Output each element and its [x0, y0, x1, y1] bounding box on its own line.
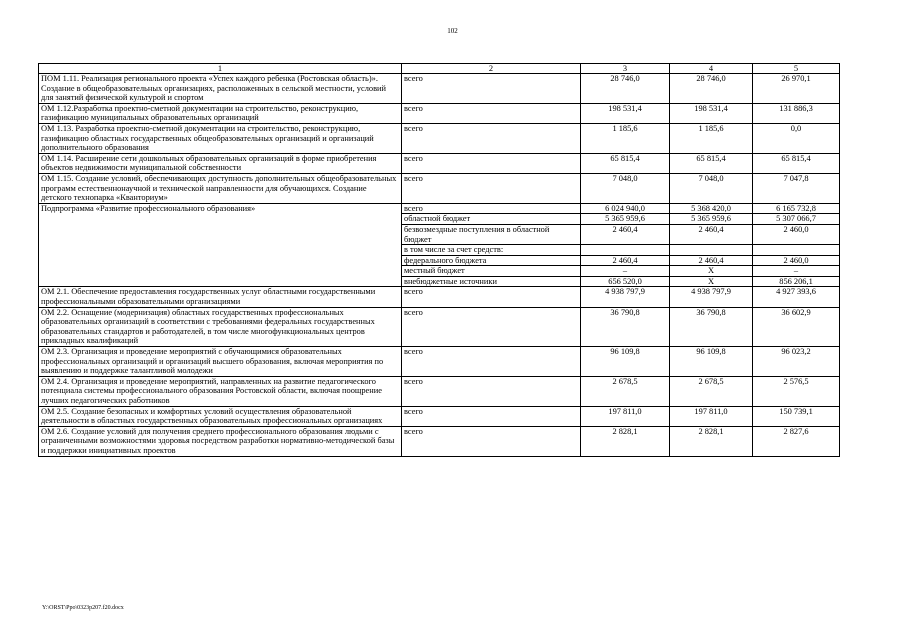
table-row: [39, 287, 840, 307]
row-value-4: 2 678,5: [670, 376, 753, 406]
row-name: ОМ 2.2. Оснащение (модернизация) областных государственных профессиональных образовательных организаций в соответствии с требованиями федеральных государственных образовательных стандартов и работодателей, в том числе многофункциональных центров прикладных квалификаций: [39, 307, 402, 346]
subprogram-value-3: 656 520,0: [581, 276, 670, 287]
budget-table: [38, 63, 840, 457]
row-source: всего: [402, 347, 581, 377]
col-header-1: 1: [39, 64, 402, 74]
subprogram-value-5: 5 307 066,7: [753, 214, 840, 225]
row-value-4: 96 109,8: [670, 347, 753, 377]
subprogram-value-4: 5 365 959,6: [670, 214, 753, 225]
subprogram-source: внебюджетные источники: [402, 276, 581, 287]
table-row: [39, 74, 840, 104]
row-value-3: 1 185,6: [581, 123, 670, 153]
subprogram-value-3: 2 460,4: [581, 255, 670, 266]
col-header-2: 2: [402, 64, 581, 74]
row-value-4: 198 531,4: [670, 103, 753, 123]
row-value-3: 36 790,8: [581, 307, 670, 346]
header-row: [39, 64, 840, 74]
row-value-3: 96 109,8: [581, 347, 670, 377]
subprogram-value-4: 2 460,4: [670, 224, 753, 244]
row-source: всего: [402, 307, 581, 346]
table-row: [39, 123, 840, 153]
row-name: ПОМ 1.11. Реализация регионального проекта «Успех каждого ребенка (Ростовская область)». Создание в общеобразовательных организациях, расположенных в сельской местности, условий для занятий физической культурой и спортом: [39, 74, 402, 104]
row-value-5: 150 739,1: [753, 406, 840, 426]
row-value-5: 7 047,8: [753, 173, 840, 203]
row-value-5: 2 576,5: [753, 376, 840, 406]
row-value-5: 65 815,4: [753, 153, 840, 173]
row-source: всего: [402, 173, 581, 203]
subprogram-value-5: 6 165 732,8: [753, 203, 840, 214]
subprogram-value-3: –: [581, 266, 670, 277]
row-value-3: 197 811,0: [581, 406, 670, 426]
row-value-3: 65 815,4: [581, 153, 670, 173]
subprogram-value-3: 2 460,4: [581, 224, 670, 244]
table-row: [39, 173, 840, 203]
subprogram-value-4: X: [670, 266, 753, 277]
row-value-3: 2 678,5: [581, 376, 670, 406]
file-path-footer: Y:\ORST\Ppo\0323p207.f20.docx: [42, 605, 124, 611]
row-source: всего: [402, 103, 581, 123]
subprogram-value-3: [581, 245, 670, 256]
row-name: ОМ 2.3. Организация и проведение мероприятий с обучающимися образовательных профессиональных организаций и организаций высшего образования, включая мероприятия по выявлению и поддержке талантливой молодежи: [39, 347, 402, 377]
row-value-4: 7 048,0: [670, 173, 753, 203]
row-source: всего: [402, 406, 581, 426]
table-row: [39, 376, 840, 406]
subprogram-value-4: 5 368 420,0: [670, 203, 753, 214]
subprogram-value-5: [753, 245, 840, 256]
col-header-3: 3: [581, 64, 670, 74]
row-name: ОМ 1.12.Разработка проектно-сметной документации на строительство, реконструкцию, газификацию муниципальных образовательных организаций: [39, 103, 402, 123]
subprogram-source: федерального бюджета: [402, 255, 581, 266]
subprogram-row: [39, 203, 840, 214]
row-value-3: 2 828,1: [581, 426, 670, 456]
row-name: ОМ 1.15. Создание условий, обеспечивающих доступность дополнительных общеобразовательных программ естественнонаучной и технической направленности для обучающихся. Создание детского технопарка «Кванториум»: [39, 173, 402, 203]
row-value-5: 4 927 393,6: [753, 287, 840, 307]
row-value-4: 36 790,8: [670, 307, 753, 346]
row-name: ОМ 2.5. Создание безопасных и комфортных условий осуществления образовательной деятельности в областных государственных образовательных профессиональных организациях: [39, 406, 402, 426]
row-value-4: 4 938 797,9: [670, 287, 753, 307]
subprogram-source: местный бюджет: [402, 266, 581, 277]
subprogram-source: всего: [402, 203, 581, 214]
row-value-4: 28 746,0: [670, 74, 753, 104]
table-row: [39, 406, 840, 426]
row-value-3: 4 938 797,9: [581, 287, 670, 307]
row-source: всего: [402, 287, 581, 307]
table-row: [39, 153, 840, 173]
row-source: всего: [402, 376, 581, 406]
row-value-4: 197 811,0: [670, 406, 753, 426]
subprogram-value-4: X: [670, 276, 753, 287]
row-source: всего: [402, 426, 581, 456]
table-row: [39, 307, 840, 346]
row-name: ОМ 2.1. Обеспечение предоставления государственных услуг областными государственными профессиональными образовательными организациями: [39, 287, 402, 307]
subprogram-value-4: [670, 245, 753, 256]
table-row: [39, 347, 840, 377]
subprogram-value-4: 2 460,4: [670, 255, 753, 266]
subprogram-source: областной бюджет: [402, 214, 581, 225]
row-source: всего: [402, 123, 581, 153]
row-value-3: 198 531,4: [581, 103, 670, 123]
row-name: ОМ 2.4. Организация и проведение мероприятий, направленных на развитие педагогического потенциала системы профессионального образования Ростовской области, включая поощрение лучших педагогических работников: [39, 376, 402, 406]
row-name: ОМ 2.6. Создание условий для получения среднего профессионального образования людьми с ограниченными возможностями здоровья посредством разработки нормативно-методической базы и поддержки инициативных проектов: [39, 426, 402, 456]
row-source: всего: [402, 74, 581, 104]
subprogram-value-5: 2 460,0: [753, 255, 840, 266]
row-value-4: 2 828,1: [670, 426, 753, 456]
row-value-3: 28 746,0: [581, 74, 670, 104]
table-row: [39, 103, 840, 123]
row-name: ОМ 1.14. Расширение сети дошкольных образовательных организаций в форме приобретения объектов недвижимости муниципальной собственности: [39, 153, 402, 173]
row-value-3: 7 048,0: [581, 173, 670, 203]
subprogram-source: в том числе за счет средств:: [402, 245, 581, 256]
subprogram-value-5: –: [753, 266, 840, 277]
row-value-4: 1 185,6: [670, 123, 753, 153]
row-source: всего: [402, 153, 581, 173]
row-name: ОМ 1.13. Разработка проектно-сметной документации на строительство, реконструкцию, газификацию областных государственных общеобразовательных организаций и организаций дополнительного образования: [39, 123, 402, 153]
row-value-5: 2 827,6: [753, 426, 840, 456]
row-value-4: 65 815,4: [670, 153, 753, 173]
subprogram-value-3: 5 365 959,6: [581, 214, 670, 225]
subprogram-source: безвозмездные поступления в областной бюджет: [402, 224, 581, 244]
page-number: 102: [447, 27, 458, 35]
subprogram-value-5: 2 460,0: [753, 224, 840, 244]
subprogram-value-3: 6 024 940,0: [581, 203, 670, 214]
row-value-5: 0,0: [753, 123, 840, 153]
row-value-5: 131 886,3: [753, 103, 840, 123]
col-header-4: 4: [670, 64, 753, 74]
row-value-5: 96 023,2: [753, 347, 840, 377]
table-row: [39, 426, 840, 456]
subprogram-name: Подпрограмма «Развитие профессионального образования»: [39, 203, 402, 287]
col-header-5: 5: [753, 64, 840, 74]
row-value-5: 36 602,9: [753, 307, 840, 346]
row-value-5: 26 970,1: [753, 74, 840, 104]
subprogram-value-5: 856 206,1: [753, 276, 840, 287]
